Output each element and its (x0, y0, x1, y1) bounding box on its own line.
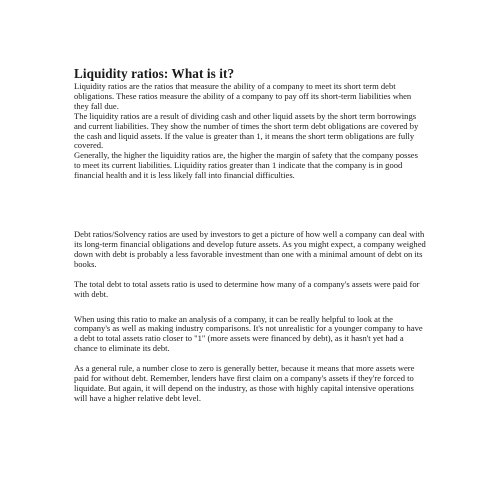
paragraph-analysis: When using this ratio to make an analysis of a company, it can be really helpful to look at the company's as well as making industry comparisons. It's not unrealistic for a younger company to have a debt to total assets ratio closer to "1" (more assets were financed by debt), as it hasn't yet had a chance to eliminate its debt. (74, 313, 423, 354)
paragraph-liquidity-calculation: The liquidity ratios are a result of dividing cash and other liquid assets by the short term borrowings and current liabilities. They show the number of times the short term debt obligations are covered by the cash and liquid assets. If the value is greater than 1, it means the short term obligations are fully covered. (74, 110, 419, 151)
paragraph-debt-ratios: Debt ratios/Solvency ratios are used by investors to get a picture of how well a company can deal with its long-term financial obligations and develop future assets. As you might expect, a company weighed down with debt is probably a less favorable investment than one with a minimal amount of debt on its books. (74, 229, 426, 269)
document-page (74, 66, 426, 404)
section-title: Liquidity ratios: What is it? (74, 66, 235, 81)
paragraph-debt-to-assets: The total debt to total assets ratio is used to determine how many of a company's assets were paid for with debt. (74, 278, 420, 299)
paragraph-general-rule: As a general rule, a number close to zero is generally better, because it means that more assets were paid for without debt. Remember, lenders have first claim on a company's assets if they're forced to liquidate. But again, it will depend on the industry, as those with highly capital intensive operations will have a higher relative debt level. (74, 363, 415, 403)
section-spacer (74, 181, 426, 230)
paragraph-liquidity-interpretation: Generally, the higher the liquidity ratios are, the higher the margin of safety that the company posses to meet its current liabilities. Liquidity ratios greater than 1 indicate that the company is in good financial health and it is less likely fall into financial difficulties. (74, 150, 418, 181)
paragraph-spacer (74, 300, 426, 315)
paragraph-liquidity-definition: Liquidity ratios are the ratios that measure the ability of a company to meet its short term debt obligations. These ratios measure the ability of a company to pay off its short-term liabilities when they fall due. (74, 81, 412, 111)
